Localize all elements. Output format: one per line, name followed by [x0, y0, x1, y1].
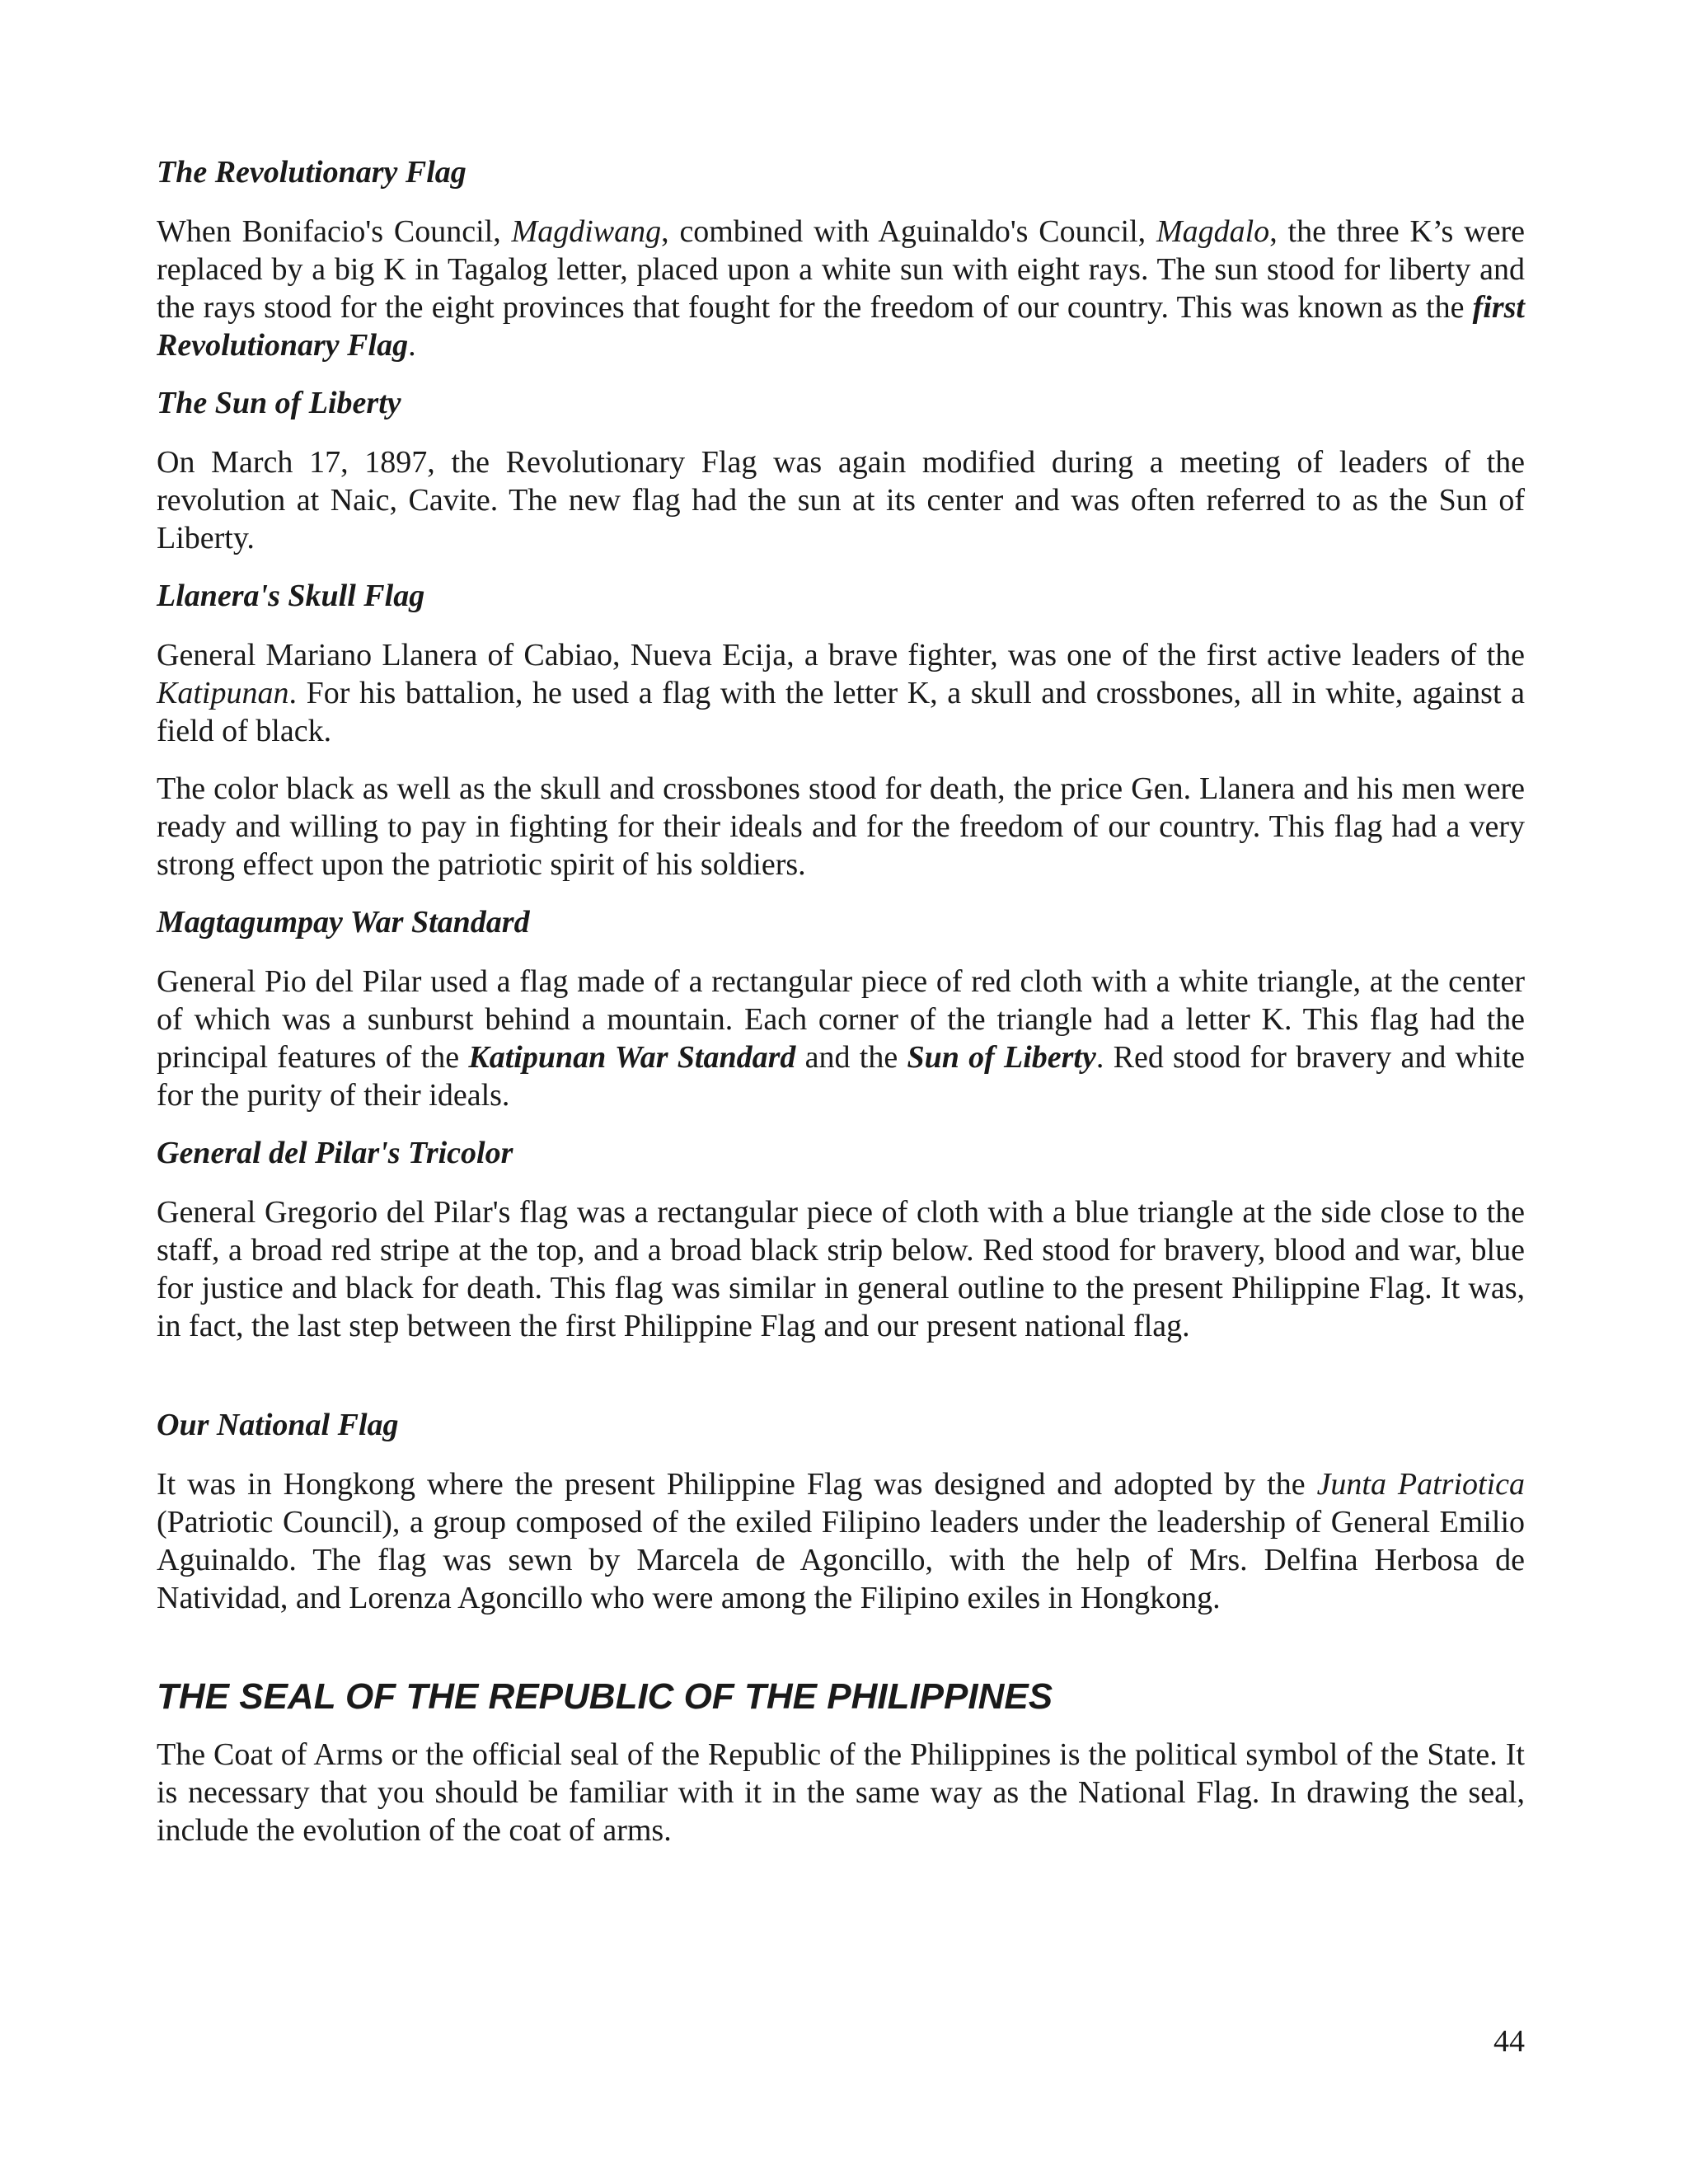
- paragraph-national-flag: It was in Hongkong where the present Philippine Flag was designed and adopted by the Junta Patriotica (Patriotic Council), a group composed of the exiled Filipino leaders under the leadership of General Emilio Aguinaldo. The flag was sewn by Marcela de Agoncillo, with the help of Mrs. Delfina Herbosa de Natividad, and Lorenza Agoncillo who were among the Filipino exiles in Hongkong.: [157, 1467, 1525, 1615]
- document-page: [157, 153, 1525, 1869]
- paragraph-magtagumpay: General Pio del Pilar used a flag made of a rectangular piece of red cloth with a white triangle, at the center of which was a sunburst behind a mountain. Each corner of the triangle had a letter K. This flag had the principal features of the Katipunan War Standard and the Sun of Liberty. Red stood for bravery and white for the purity of their ideals.: [157, 964, 1526, 1113]
- paragraph-llanera-1: General Mariano Llanera of Cabiao, Nueva Ecija, a brave fighter, was one of the first active leaders of the Katipunan. For his battalion, he used a flag with the letter K, a skull and crossbones, all in white, against a field of black.: [157, 638, 1525, 748]
- term-junta-patriotica: Junta Patriotica: [1316, 1467, 1525, 1502]
- heading-llanera-skull-flag: Llanera's Skull Flag: [157, 579, 425, 613]
- paragraph-revolutionary-flag: When Bonifacio's Council, Magdiwang, combined with Aguinaldo's Council, Magdalo, the three K’s were replaced by a big K in Tagalog letter, placed upon a white sun with eight rays. The sun stood for liberty and the rays stood for the eight provinces that fought for the freedom of our country. This was known as the first Revolutionary Flag.: [157, 214, 1525, 363]
- term-magdiwang: Magdiwang: [511, 214, 662, 249]
- heading-our-national-flag: Our National Flag: [157, 1408, 399, 1442]
- term-sun-of-liberty: Sun of Liberty: [907, 1040, 1096, 1075]
- term-katipunan-war-standard: Katipunan War Standard: [468, 1040, 796, 1075]
- heading-revolutionary-flag: The Revolutionary Flag: [157, 155, 467, 190]
- paragraph-seal: The Coat of Arms or the official seal of the Republic of the Philippines is the political symbol of the State. It is necessary that you should be familiar with it in the same way as the National Flag. In drawing the seal, include the evolution of the coat of arms.: [157, 1737, 1525, 1848]
- heading-sun-of-liberty: The Sun of Liberty: [157, 386, 401, 420]
- page-number: 44: [1493, 2024, 1525, 2059]
- paragraph-llanera-2: The color black as well as the skull and crossbones stood for death, the price Gen. Llanera and his men were ready and willing to pay in fighting for their ideals and for the freedom of our country. This flag had a very strong effect upon the patriotic spirit of his soldiers.: [157, 771, 1525, 882]
- heading-del-pilar-tricolor: General del Pilar's Tricolor: [157, 1136, 513, 1170]
- paragraph-del-pilar-tricolor: General Gregorio del Pilar's flag was a rectangular piece of cloth with a blue triangle at the side close to the staff, a broad red stripe at the top, and a broad black strip below. Red stood for bravery, blood and war, blue for justice and black for death. This flag was similar in general outline to the present Philippine Flag. It was, in fact, the last step between the first Philippine Flag and our present national flag.: [157, 1195, 1525, 1343]
- section-title-seal: THE SEAL OF THE REPUBLIC OF THE PHILIPPINES: [157, 1676, 1053, 1717]
- paragraph-sun-of-liberty: On March 17, 1897, the Revolutionary Flag was again modified during a meeting of leaders of the revolution at Naic, Cavite. The new flag had the sun at its center and was often referred to as the Sun of Liberty.: [157, 445, 1525, 555]
- heading-magtagumpay-war-standard: Magtagumpay War Standard: [157, 905, 530, 940]
- term-first-revolutionary-flag: first Revolutionary Flag: [157, 290, 1525, 363]
- term-katipunan: Katipunan: [157, 676, 289, 710]
- term-magdalo: Magdalo: [1156, 214, 1270, 249]
